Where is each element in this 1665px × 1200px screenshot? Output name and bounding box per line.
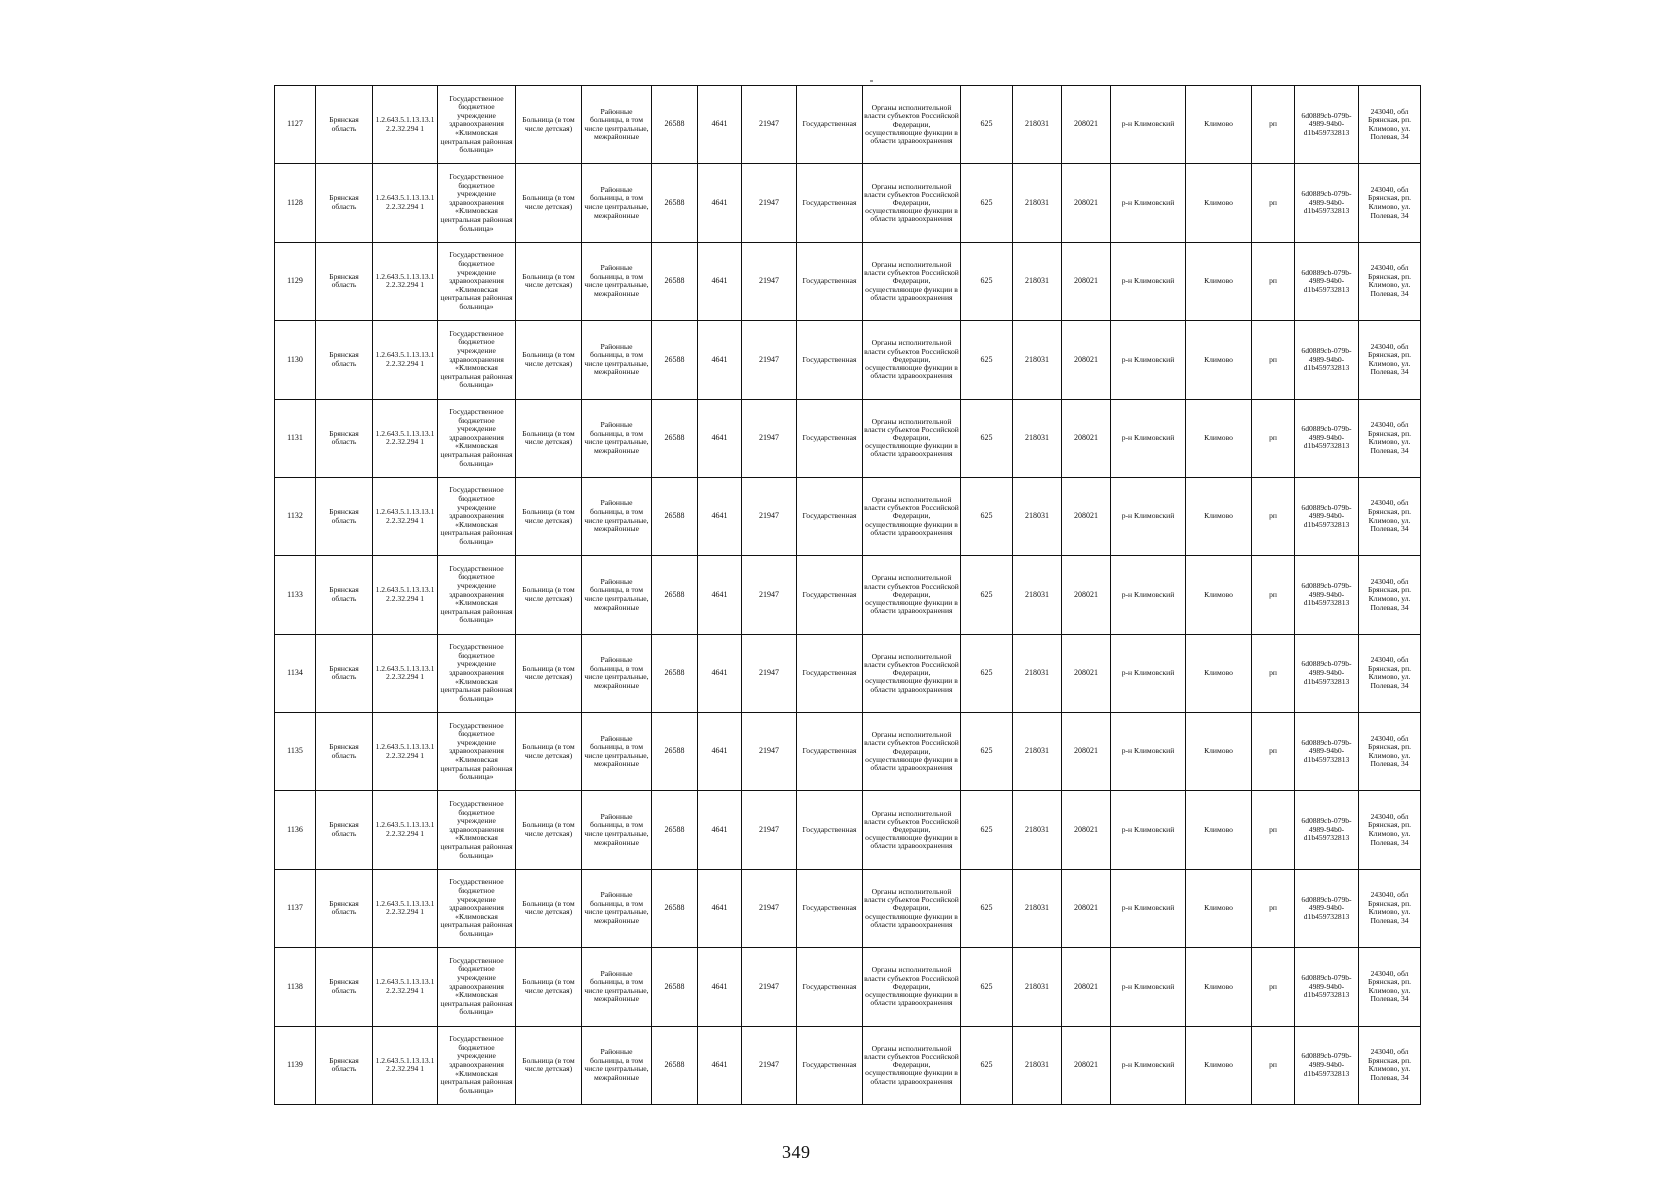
code-e-cell: 218031: [1013, 1026, 1062, 1105]
registry-table: [274, 85, 1421, 1105]
facility-subtype-cell: Районные больницы, в том числе центральные, межрайонные: [582, 556, 652, 634]
code-d-cell: 625: [961, 242, 1013, 320]
row-number: 1130: [275, 321, 316, 399]
code-a-cell: 26588: [652, 321, 698, 399]
guid-cell: 6d0889cb-079b-4989-94b0-d1b459732813: [1295, 713, 1359, 791]
registry-body: [275, 86, 1421, 1105]
locality-cell: Климово: [1186, 948, 1252, 1026]
address-cell: 243040, обл Брянская, рп. Климово, ул. Полевая, 34: [1359, 477, 1421, 555]
district-cell: р-н Климовский: [1111, 713, 1186, 791]
facility-type-cell: Больница (в том числе детская): [516, 477, 582, 555]
authority-cell: Органы исполнительной власти субъектов Российской Федерации, осуществляющие функции в области здравоохранения: [863, 948, 961, 1026]
facility-type-cell: Больница (в том числе детская): [516, 242, 582, 320]
row-number: 1133: [275, 556, 316, 634]
code-b-cell: 4641: [698, 242, 742, 320]
facility-type-cell: Больница (в том числе детская): [516, 1026, 582, 1105]
institution-cell: Государственное бюджетное учреждение здравоохранения «Климовская центральная районная больница»: [438, 86, 516, 164]
oid-cell: 1.2.643.5.1.13.13.12.2.32.294 1: [373, 242, 438, 320]
row-number: 1139: [275, 1026, 316, 1105]
district-cell: р-н Климовский: [1111, 791, 1186, 869]
institution-cell: Государственное бюджетное учреждение здравоохранения «Климовская центральная районная больница»: [438, 869, 516, 947]
facility-type-cell: Больница (в том числе детская): [516, 164, 582, 242]
locality-cell: Климово: [1186, 477, 1252, 555]
table-row: [275, 556, 1421, 634]
locality-cell: Климово: [1186, 86, 1252, 164]
facility-subtype-cell: Районные больницы, в том числе центральные, межрайонные: [582, 242, 652, 320]
locality-cell: Климово: [1186, 399, 1252, 477]
code-a-cell: 26588: [652, 399, 698, 477]
code-d-cell: 625: [961, 869, 1013, 947]
row-number: 1128: [275, 164, 316, 242]
locality-type-cell: рп: [1252, 242, 1295, 320]
code-c-cell: 21947: [742, 399, 797, 477]
address-cell: 243040, обл Брянская, рп. Климово, ул. Полевая, 34: [1359, 869, 1421, 947]
district-cell: р-н Климовский: [1111, 556, 1186, 634]
facility-subtype-cell: Районные больницы, в том числе центральные, межрайонные: [582, 477, 652, 555]
authority-cell: Органы исполнительной власти субъектов Российской Федерации, осуществляющие функции в области здравоохранения: [863, 869, 961, 947]
oid-cell: 1.2.643.5.1.13.13.12.2.32.294 1: [373, 477, 438, 555]
authority-cell: Органы исполнительной власти субъектов Российской Федерации, осуществляющие функции в области здравоохранения: [863, 634, 961, 712]
locality-type-cell: рп: [1252, 556, 1295, 634]
address-cell: 243040, обл Брянская, рп. Климово, ул. Полевая, 34: [1359, 399, 1421, 477]
code-e-cell: 218031: [1013, 164, 1062, 242]
region-cell: Брянская область: [316, 477, 373, 555]
region-cell: Брянская область: [316, 86, 373, 164]
guid-cell: 6d0889cb-079b-4989-94b0-d1b459732813: [1295, 399, 1359, 477]
oid-cell: 1.2.643.5.1.13.13.12.2.32.294 1: [373, 869, 438, 947]
code-f-cell: 208021: [1062, 791, 1111, 869]
district-cell: р-н Климовский: [1111, 164, 1186, 242]
locality-type-cell: рп: [1252, 948, 1295, 1026]
ownership-cell: Государственная: [797, 634, 863, 712]
locality-type-cell: рп: [1252, 321, 1295, 399]
oid-cell: 1.2.643.5.1.13.13.12.2.32.294 1: [373, 399, 438, 477]
code-e-cell: 218031: [1013, 556, 1062, 634]
code-b-cell: 4641: [698, 86, 742, 164]
address-cell: 243040, обл Брянская, рп. Климово, ул. Полевая, 34: [1359, 86, 1421, 164]
locality-type-cell: рп: [1252, 713, 1295, 791]
code-c-cell: 21947: [742, 556, 797, 634]
facility-type-cell: Больница (в том числе детская): [516, 86, 582, 164]
guid-cell: 6d0889cb-079b-4989-94b0-d1b459732813: [1295, 242, 1359, 320]
row-number: 1135: [275, 713, 316, 791]
code-d-cell: 625: [961, 477, 1013, 555]
code-d-cell: 625: [961, 948, 1013, 1026]
locality-type-cell: рп: [1252, 1026, 1295, 1105]
address-cell: 243040, обл Брянская, рп. Климово, ул. Полевая, 34: [1359, 321, 1421, 399]
locality-type-cell: рп: [1252, 634, 1295, 712]
oid-cell: 1.2.643.5.1.13.13.12.2.32.294 1: [373, 948, 438, 1026]
institution-cell: Государственное бюджетное учреждение здравоохранения «Климовская центральная районная больница»: [438, 242, 516, 320]
facility-type-cell: Больница (в том числе детская): [516, 556, 582, 634]
code-d-cell: 625: [961, 713, 1013, 791]
locality-cell: Климово: [1186, 242, 1252, 320]
code-f-cell: 208021: [1062, 321, 1111, 399]
code-b-cell: 4641: [698, 713, 742, 791]
code-a-cell: 26588: [652, 634, 698, 712]
region-cell: Брянская область: [316, 164, 373, 242]
authority-cell: Органы исполнительной власти субъектов Российской Федерации, осуществляющие функции в области здравоохранения: [863, 556, 961, 634]
code-f-cell: 208021: [1062, 634, 1111, 712]
locality-cell: Климово: [1186, 556, 1252, 634]
guid-cell: 6d0889cb-079b-4989-94b0-d1b459732813: [1295, 556, 1359, 634]
oid-cell: 1.2.643.5.1.13.13.12.2.32.294 1: [373, 713, 438, 791]
locality-cell: Климово: [1186, 164, 1252, 242]
locality-cell: Климово: [1186, 321, 1252, 399]
row-number: 1129: [275, 242, 316, 320]
district-cell: р-н Климовский: [1111, 477, 1186, 555]
code-f-cell: 208021: [1062, 164, 1111, 242]
authority-cell: Органы исполнительной власти субъектов Российской Федерации, осуществляющие функции в области здравоохранения: [863, 791, 961, 869]
region-cell: Брянская область: [316, 242, 373, 320]
guid-cell: 6d0889cb-079b-4989-94b0-d1b459732813: [1295, 634, 1359, 712]
ownership-cell: Государственная: [797, 321, 863, 399]
district-cell: р-н Климовский: [1111, 399, 1186, 477]
code-b-cell: 4641: [698, 869, 742, 947]
code-a-cell: 26588: [652, 869, 698, 947]
code-c-cell: 21947: [742, 869, 797, 947]
code-f-cell: 208021: [1062, 86, 1111, 164]
code-c-cell: 21947: [742, 86, 797, 164]
code-e-cell: 218031: [1013, 713, 1062, 791]
table-row: [275, 399, 1421, 477]
ownership-cell: Государственная: [797, 791, 863, 869]
code-d-cell: 625: [961, 164, 1013, 242]
code-e-cell: 218031: [1013, 477, 1062, 555]
locality-type-cell: рп: [1252, 86, 1295, 164]
authority-cell: Органы исполнительной власти субъектов Российской Федерации, осуществляющие функции в области здравоохранения: [863, 164, 961, 242]
facility-type-cell: Больница (в том числе детская): [516, 634, 582, 712]
region-cell: Брянская область: [316, 556, 373, 634]
code-a-cell: 26588: [652, 791, 698, 869]
code-a-cell: 26588: [652, 713, 698, 791]
facility-subtype-cell: Районные больницы, в том числе центральные, межрайонные: [582, 86, 652, 164]
ownership-cell: Государственная: [797, 164, 863, 242]
row-number: 1137: [275, 869, 316, 947]
locality-type-cell: рп: [1252, 477, 1295, 555]
code-e-cell: 218031: [1013, 399, 1062, 477]
code-b-cell: 4641: [698, 791, 742, 869]
code-e-cell: 218031: [1013, 634, 1062, 712]
code-c-cell: 21947: [742, 1026, 797, 1105]
authority-cell: Органы исполнительной власти субъектов Российской Федерации, осуществляющие функции в области здравоохранения: [863, 477, 961, 555]
code-a-cell: 26588: [652, 1026, 698, 1105]
code-d-cell: 625: [961, 399, 1013, 477]
locality-type-cell: рп: [1252, 791, 1295, 869]
ownership-cell: Государственная: [797, 713, 863, 791]
locality-type-cell: рп: [1252, 869, 1295, 947]
facility-subtype-cell: Районные больницы, в том числе центральные, межрайонные: [582, 399, 652, 477]
facility-subtype-cell: Районные больницы, в том числе центральные, межрайонные: [582, 869, 652, 947]
guid-cell: 6d0889cb-079b-4989-94b0-d1b459732813: [1295, 86, 1359, 164]
institution-cell: Государственное бюджетное учреждение здравоохранения «Климовская центральная районная больница»: [438, 399, 516, 477]
institution-cell: Государственное бюджетное учреждение здравоохранения «Климовская центральная районная больница»: [438, 1026, 516, 1105]
code-b-cell: 4641: [698, 321, 742, 399]
facility-subtype-cell: Районные больницы, в том числе центральные, межрайонные: [582, 634, 652, 712]
facility-type-cell: Больница (в том числе детская): [516, 399, 582, 477]
code-f-cell: 208021: [1062, 948, 1111, 1026]
guid-cell: 6d0889cb-079b-4989-94b0-d1b459732813: [1295, 1026, 1359, 1105]
region-cell: Брянская область: [316, 399, 373, 477]
locality-cell: Климово: [1186, 1026, 1252, 1105]
code-e-cell: 218031: [1013, 869, 1062, 947]
table-row: [275, 321, 1421, 399]
institution-cell: Государственное бюджетное учреждение здравоохранения «Климовская центральная районная больница»: [438, 791, 516, 869]
district-cell: р-н Климовский: [1111, 86, 1186, 164]
address-cell: 243040, обл Брянская, рп. Климово, ул. Полевая, 34: [1359, 1026, 1421, 1105]
code-c-cell: 21947: [742, 948, 797, 1026]
scan-speck: [870, 80, 873, 82]
address-cell: 243040, обл Брянская, рп. Климово, ул. Полевая, 34: [1359, 713, 1421, 791]
locality-cell: Климово: [1186, 869, 1252, 947]
code-a-cell: 26588: [652, 948, 698, 1026]
facility-subtype-cell: Районные больницы, в том числе центральные, межрайонные: [582, 321, 652, 399]
address-cell: 243040, обл Брянская, рп. Климово, ул. Полевая, 34: [1359, 556, 1421, 634]
address-cell: 243040, обл Брянская, рп. Климово, ул. Полевая, 34: [1359, 791, 1421, 869]
row-number: 1127: [275, 86, 316, 164]
code-f-cell: 208021: [1062, 556, 1111, 634]
region-cell: Брянская область: [316, 869, 373, 947]
facility-subtype-cell: Районные больницы, в том числе центральные, межрайонные: [582, 713, 652, 791]
facility-subtype-cell: Районные больницы, в том числе центральные, межрайонные: [582, 1026, 652, 1105]
address-cell: 243040, обл Брянская, рп. Климово, ул. Полевая, 34: [1359, 164, 1421, 242]
institution-cell: Государственное бюджетное учреждение здравоохранения «Климовская центральная районная больница»: [438, 477, 516, 555]
guid-cell: 6d0889cb-079b-4989-94b0-d1b459732813: [1295, 869, 1359, 947]
guid-cell: 6d0889cb-079b-4989-94b0-d1b459732813: [1295, 477, 1359, 555]
district-cell: р-н Климовский: [1111, 869, 1186, 947]
oid-cell: 1.2.643.5.1.13.13.12.2.32.294 1: [373, 164, 438, 242]
code-a-cell: 26588: [652, 556, 698, 634]
region-cell: Брянская область: [316, 634, 373, 712]
code-a-cell: 26588: [652, 86, 698, 164]
row-number: 1138: [275, 948, 316, 1026]
district-cell: р-н Климовский: [1111, 1026, 1186, 1105]
institution-cell: Государственное бюджетное учреждение здравоохранения «Климовская центральная районная больница»: [438, 948, 516, 1026]
code-c-cell: 21947: [742, 477, 797, 555]
authority-cell: Органы исполнительной власти субъектов Российской Федерации, осуществляющие функции в области здравоохранения: [863, 242, 961, 320]
code-d-cell: 625: [961, 1026, 1013, 1105]
institution-cell: Государственное бюджетное учреждение здравоохранения «Климовская центральная районная больница»: [438, 321, 516, 399]
address-cell: 243040, обл Брянская, рп. Климово, ул. Полевая, 34: [1359, 948, 1421, 1026]
code-e-cell: 218031: [1013, 948, 1062, 1026]
oid-cell: 1.2.643.5.1.13.13.12.2.32.294 1: [373, 1026, 438, 1105]
code-f-cell: 208021: [1062, 713, 1111, 791]
code-e-cell: 218031: [1013, 242, 1062, 320]
ownership-cell: Государственная: [797, 556, 863, 634]
code-a-cell: 26588: [652, 242, 698, 320]
code-c-cell: 21947: [742, 321, 797, 399]
locality-cell: Климово: [1186, 713, 1252, 791]
row-number: 1131: [275, 399, 316, 477]
code-f-cell: 208021: [1062, 1026, 1111, 1105]
code-d-cell: 625: [961, 321, 1013, 399]
row-number: 1136: [275, 791, 316, 869]
facility-subtype-cell: Районные больницы, в том числе центральные, межрайонные: [582, 791, 652, 869]
institution-cell: Государственное бюджетное учреждение здравоохранения «Климовская центральная районная больница»: [438, 634, 516, 712]
guid-cell: 6d0889cb-079b-4989-94b0-d1b459732813: [1295, 321, 1359, 399]
code-b-cell: 4641: [698, 556, 742, 634]
ownership-cell: Государственная: [797, 86, 863, 164]
district-cell: р-н Климовский: [1111, 948, 1186, 1026]
code-c-cell: 21947: [742, 242, 797, 320]
code-a-cell: 26588: [652, 164, 698, 242]
locality-type-cell: рп: [1252, 164, 1295, 242]
facility-subtype-cell: Районные больницы, в том числе центральные, межрайонные: [582, 164, 652, 242]
code-e-cell: 218031: [1013, 321, 1062, 399]
ownership-cell: Государственная: [797, 869, 863, 947]
code-c-cell: 21947: [742, 713, 797, 791]
code-b-cell: 4641: [698, 948, 742, 1026]
code-d-cell: 625: [961, 86, 1013, 164]
table-row: [275, 1026, 1421, 1105]
district-cell: р-н Климовский: [1111, 321, 1186, 399]
region-cell: Брянская область: [316, 948, 373, 1026]
code-b-cell: 4641: [698, 634, 742, 712]
table-row: [275, 86, 1421, 164]
code-f-cell: 208021: [1062, 477, 1111, 555]
guid-cell: 6d0889cb-079b-4989-94b0-d1b459732813: [1295, 791, 1359, 869]
table-row: [275, 869, 1421, 947]
region-cell: Брянская область: [316, 321, 373, 399]
code-a-cell: 26588: [652, 477, 698, 555]
ownership-cell: Государственная: [797, 1026, 863, 1105]
facility-type-cell: Больница (в том числе детская): [516, 869, 582, 947]
oid-cell: 1.2.643.5.1.13.13.12.2.32.294 1: [373, 556, 438, 634]
ownership-cell: Государственная: [797, 399, 863, 477]
code-d-cell: 625: [961, 791, 1013, 869]
ownership-cell: Государственная: [797, 948, 863, 1026]
region-cell: Брянская область: [316, 713, 373, 791]
table-row: [275, 948, 1421, 1026]
code-f-cell: 208021: [1062, 242, 1111, 320]
district-cell: р-н Климовский: [1111, 634, 1186, 712]
code-e-cell: 218031: [1013, 86, 1062, 164]
oid-cell: 1.2.643.5.1.13.13.12.2.32.294 1: [373, 791, 438, 869]
code-c-cell: 21947: [742, 164, 797, 242]
oid-cell: 1.2.643.5.1.13.13.12.2.32.294 1: [373, 634, 438, 712]
facility-subtype-cell: Районные больницы, в том числе центральные, межрайонные: [582, 948, 652, 1026]
locality-type-cell: рп: [1252, 399, 1295, 477]
authority-cell: Органы исполнительной власти субъектов Российской Федерации, осуществляющие функции в области здравоохранения: [863, 713, 961, 791]
table-row: [275, 164, 1421, 242]
table-row: [275, 713, 1421, 791]
authority-cell: Органы исполнительной власти субъектов Российской Федерации, осуществляющие функции в области здравоохранения: [863, 399, 961, 477]
locality-cell: Климово: [1186, 634, 1252, 712]
page-number: 349: [782, 1142, 811, 1162]
code-b-cell: 4641: [698, 164, 742, 242]
authority-cell: Органы исполнительной власти субъектов Российской Федерации, осуществляющие функции в области здравоохранения: [863, 1026, 961, 1105]
institution-cell: Государственное бюджетное учреждение здравоохранения «Климовская центральная районная больница»: [438, 164, 516, 242]
institution-cell: Государственное бюджетное учреждение здравоохранения «Климовская центральная районная больница»: [438, 556, 516, 634]
code-d-cell: 625: [961, 556, 1013, 634]
facility-type-cell: Больница (в том числе детская): [516, 713, 582, 791]
guid-cell: 6d0889cb-079b-4989-94b0-d1b459732813: [1295, 164, 1359, 242]
institution-cell: Государственное бюджетное учреждение здравоохранения «Климовская центральная районная больница»: [438, 713, 516, 791]
table-row: [275, 477, 1421, 555]
table-row: [275, 791, 1421, 869]
oid-cell: 1.2.643.5.1.13.13.12.2.32.294 1: [373, 86, 438, 164]
address-cell: 243040, обл Брянская, рп. Климово, ул. Полевая, 34: [1359, 634, 1421, 712]
guid-cell: 6d0889cb-079b-4989-94b0-d1b459732813: [1295, 948, 1359, 1026]
row-number: 1134: [275, 634, 316, 712]
district-cell: р-н Климовский: [1111, 242, 1186, 320]
oid-cell: 1.2.643.5.1.13.13.12.2.32.294 1: [373, 321, 438, 399]
code-d-cell: 625: [961, 634, 1013, 712]
authority-cell: Органы исполнительной власти субъектов Российской Федерации, осуществляющие функции в области здравоохранения: [863, 321, 961, 399]
ownership-cell: Государственная: [797, 477, 863, 555]
code-b-cell: 4641: [698, 477, 742, 555]
table-row: [275, 634, 1421, 712]
facility-type-cell: Больница (в том числе детская): [516, 948, 582, 1026]
facility-type-cell: Больница (в том числе детская): [516, 321, 582, 399]
address-cell: 243040, обл Брянская, рп. Климово, ул. Полевая, 34: [1359, 242, 1421, 320]
code-e-cell: 218031: [1013, 791, 1062, 869]
code-b-cell: 4641: [698, 1026, 742, 1105]
row-number: 1132: [275, 477, 316, 555]
table-row: [275, 242, 1421, 320]
authority-cell: Органы исполнительной власти субъектов Российской Федерации, осуществляющие функции в области здравоохранения: [863, 86, 961, 164]
code-f-cell: 208021: [1062, 869, 1111, 947]
region-cell: Брянская область: [316, 1026, 373, 1105]
code-b-cell: 4641: [698, 399, 742, 477]
ownership-cell: Государственная: [797, 242, 863, 320]
code-f-cell: 208021: [1062, 399, 1111, 477]
facility-type-cell: Больница (в том числе детская): [516, 791, 582, 869]
locality-cell: Климово: [1186, 791, 1252, 869]
code-c-cell: 21947: [742, 791, 797, 869]
region-cell: Брянская область: [316, 791, 373, 869]
code-c-cell: 21947: [742, 634, 797, 712]
